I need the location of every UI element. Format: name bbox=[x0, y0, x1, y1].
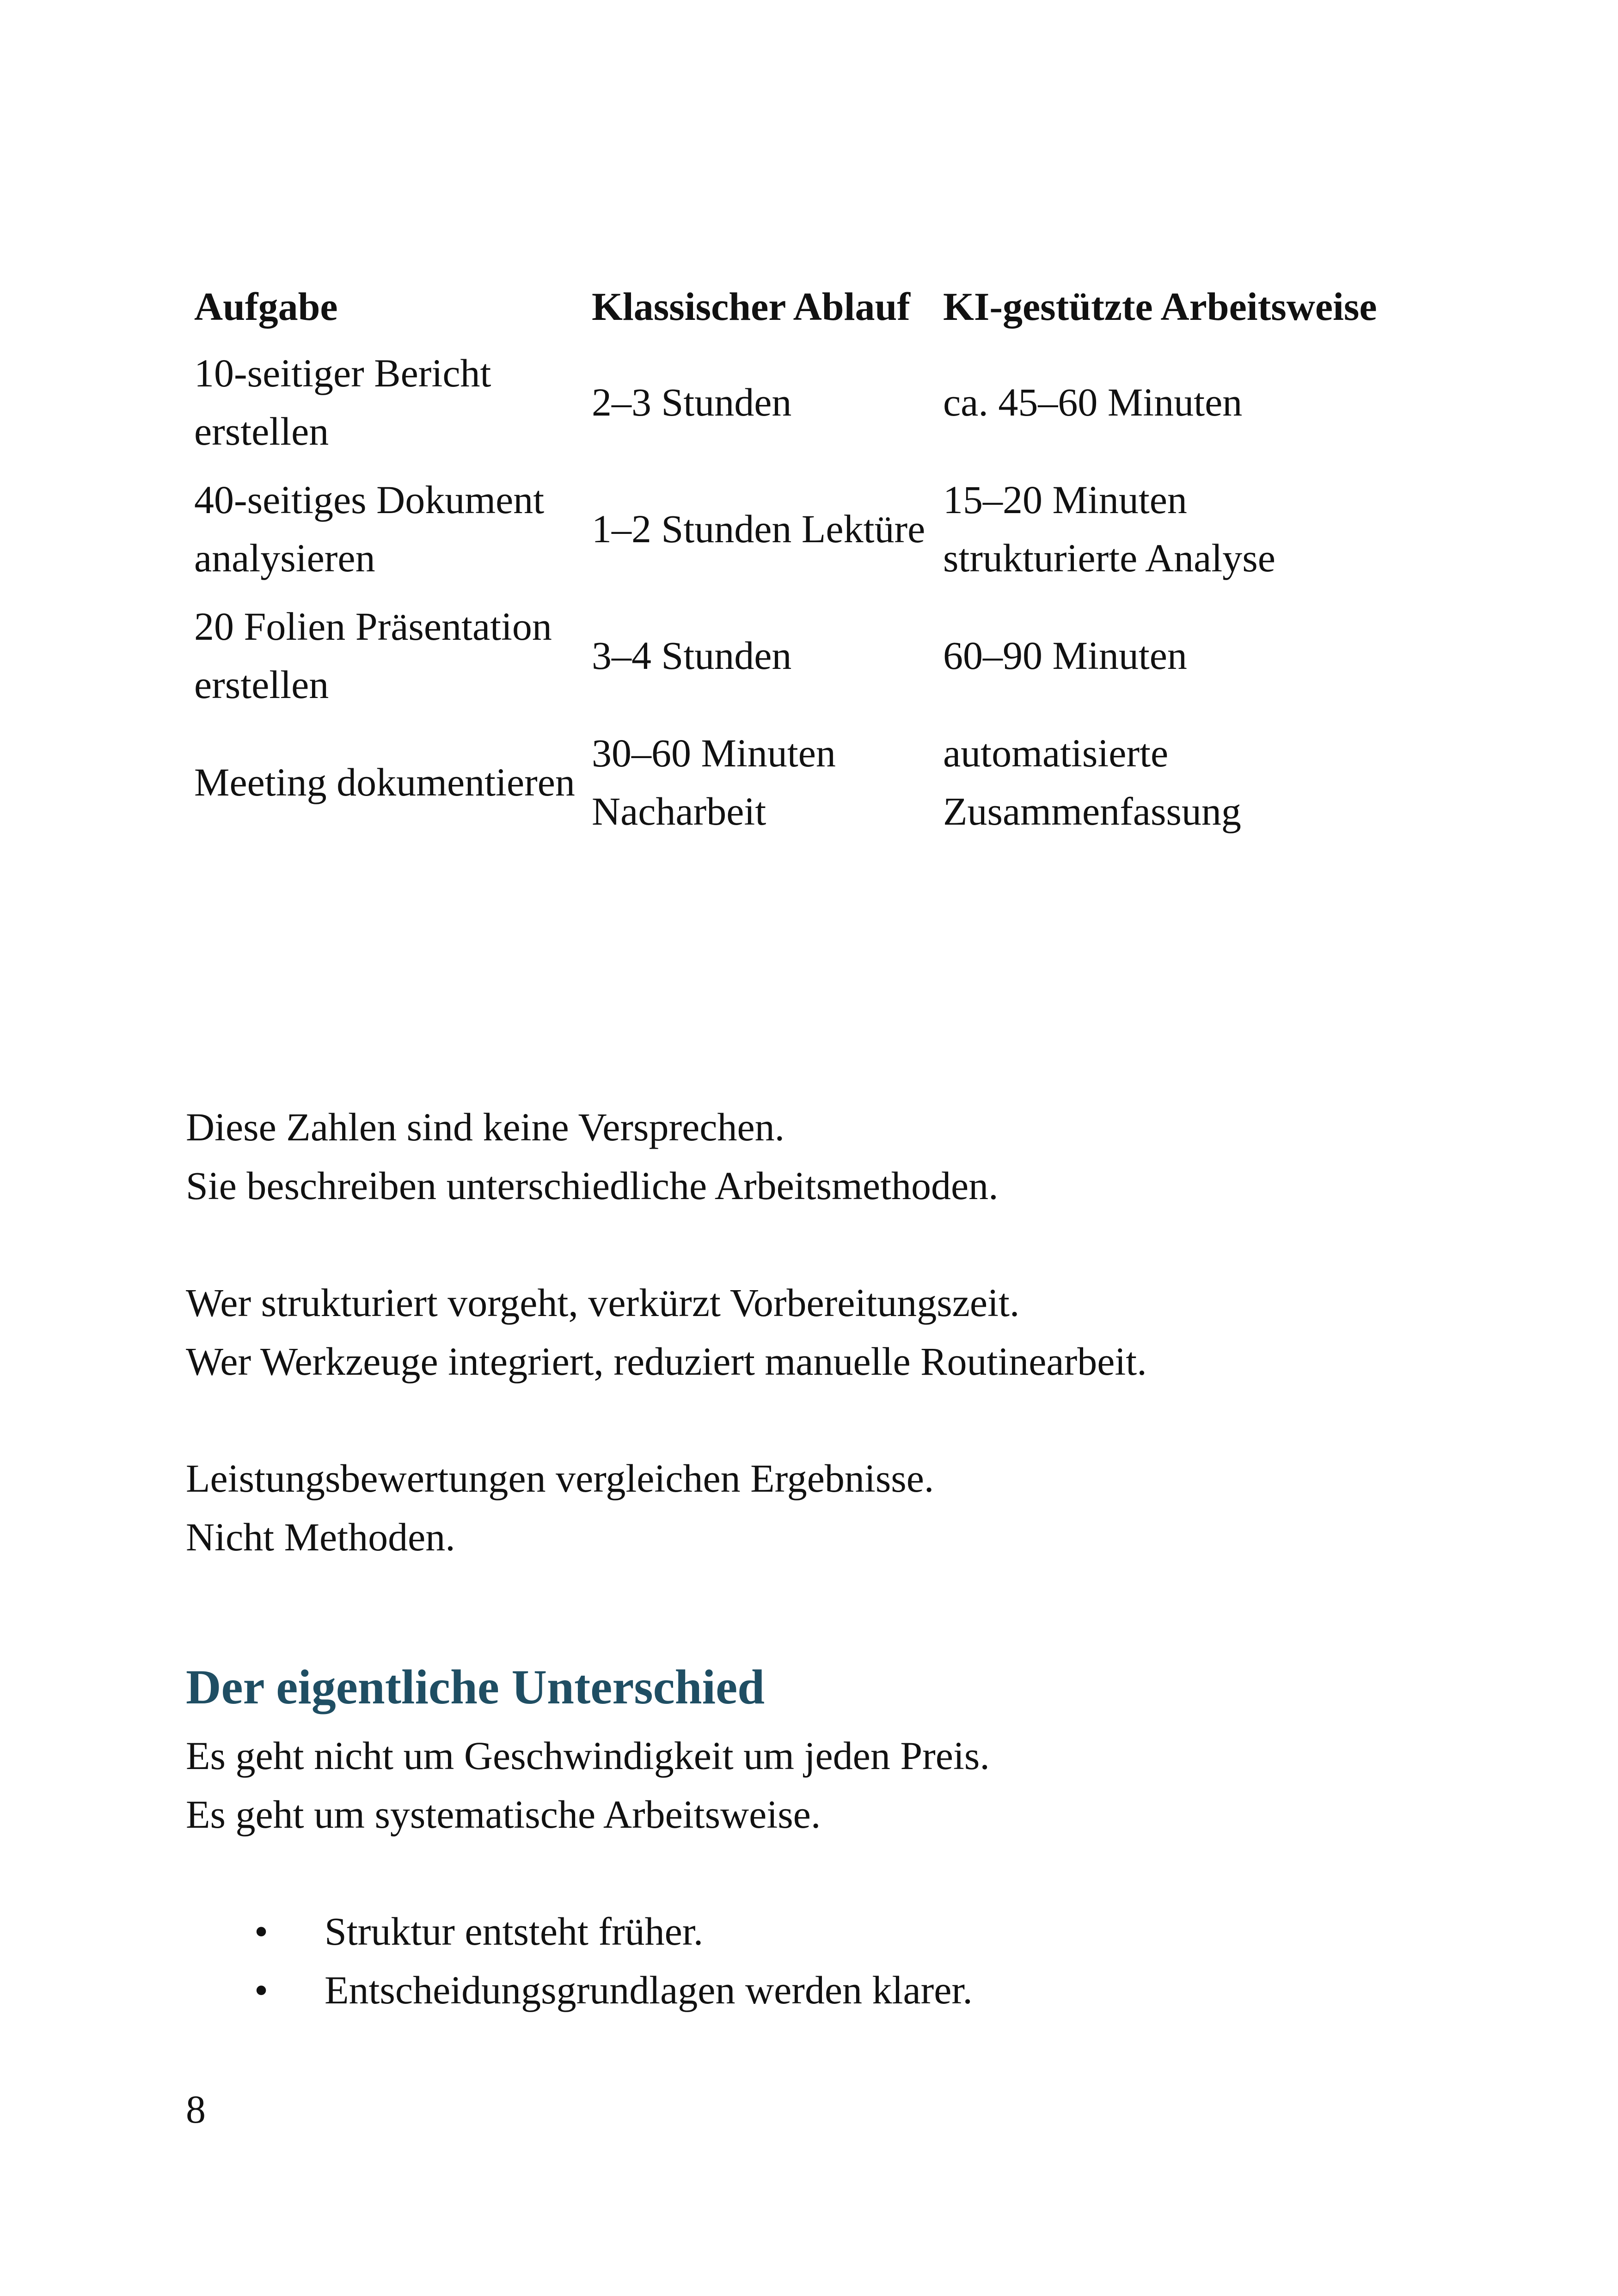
comparison-table bbox=[190, 277, 1378, 851]
section-heading: Der eigentliche Unterschied bbox=[186, 1660, 765, 1714]
paragraph-line: Diese Zahlen sind keine Versprechen. bbox=[186, 1105, 785, 1149]
cell-classic: 2–3 Stunden bbox=[592, 380, 792, 424]
paragraph-line: Nicht Methoden. bbox=[186, 1515, 455, 1559]
cell-ai: 15–20 Minuten strukturierte Analyse bbox=[943, 478, 1275, 580]
paragraph-leistung bbox=[186, 1449, 1434, 1567]
cell-task: 20 Folien Präsentation erstellen bbox=[194, 604, 552, 707]
table-row bbox=[190, 471, 1378, 597]
paragraph-struktur bbox=[186, 1274, 1434, 1391]
page-number: 8 bbox=[186, 2087, 206, 2131]
list-item-text: Struktur entsteht früher. bbox=[325, 1909, 704, 1953]
paragraph-line: Es geht um systematische Arbeitsweise. bbox=[186, 1792, 821, 1837]
cell-classic: 3–4 Stunden bbox=[592, 633, 792, 678]
paragraph-line: Es geht nicht um Geschwindigkeit um jeden Preis. bbox=[186, 1733, 990, 1778]
header-ki: KI-gestützte Arbeitsweise bbox=[943, 284, 1377, 329]
table-row bbox=[190, 724, 1378, 851]
cell-ai: ca. 45–60 Minuten bbox=[943, 380, 1243, 424]
table-row bbox=[190, 597, 1378, 724]
paragraph-line: Leistungsbewertungen vergleichen Ergebnisse. bbox=[186, 1456, 934, 1500]
cell-task: Meeting dokumentieren bbox=[194, 760, 575, 804]
bullet-icon: • bbox=[254, 1909, 269, 1953]
cell-task: 40-seitiges Dokument analysieren bbox=[194, 478, 545, 580]
bullet-list bbox=[186, 1902, 973, 2020]
paragraph-line: Sie beschreiben unterschiedliche Arbeitsmethoden. bbox=[186, 1163, 999, 1208]
list-item-text: Entscheidungsgrundlagen werden klarer. bbox=[325, 1968, 973, 2012]
cell-ai: automatisierte Zusammenfassung bbox=[943, 731, 1241, 833]
header-klassisch: Klassischer Ablauf bbox=[592, 284, 910, 329]
table-row bbox=[190, 344, 1378, 471]
table-header-row bbox=[190, 277, 1378, 344]
list-item bbox=[186, 1961, 973, 2020]
cell-classic: 1–2 Stunden Lektüre bbox=[592, 507, 925, 551]
list-item bbox=[186, 1902, 973, 1961]
cell-classic: 30–60 Minuten Nacharbeit bbox=[592, 731, 836, 833]
paragraph-line: Wer strukturiert vorgeht, verkürzt Vorbereitungszeit. bbox=[186, 1280, 1020, 1325]
section-paragraph bbox=[186, 1727, 1434, 1844]
paragraph-line: Wer Werkzeuge integriert, reduziert manuelle Routinearbeit. bbox=[186, 1339, 1147, 1384]
paragraph-zahlen bbox=[186, 1098, 1434, 1215]
cell-ai: 60–90 Minuten bbox=[943, 633, 1187, 678]
cell-task: 10-seitiger Bericht erstellen bbox=[194, 351, 491, 453]
header-aufgabe: Aufgabe bbox=[194, 284, 338, 329]
bullet-icon: • bbox=[254, 1968, 269, 2012]
